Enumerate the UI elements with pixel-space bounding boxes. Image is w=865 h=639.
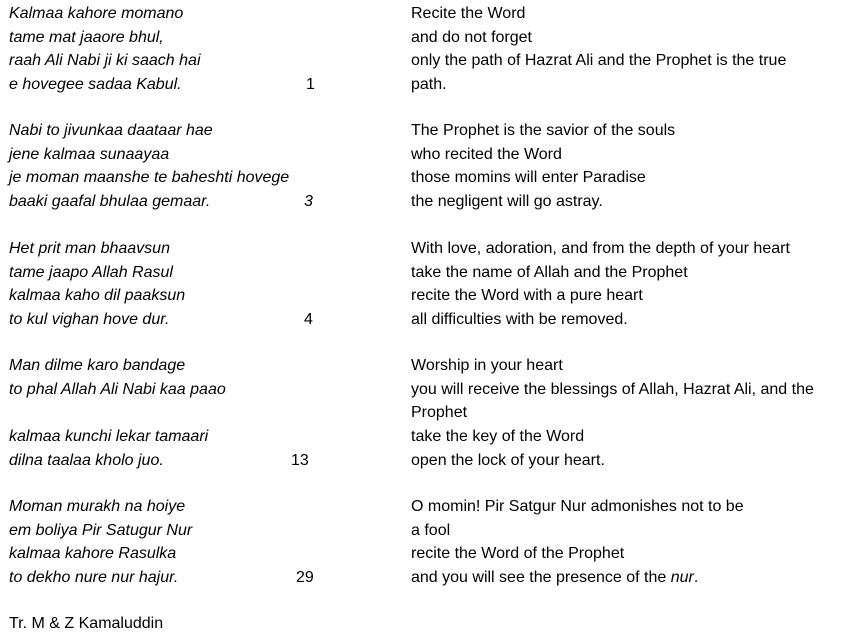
translit-line: kalmaa kahore Rasulka <box>9 545 177 562</box>
italic-word: nur <box>670 569 694 586</box>
translit-line: baaki gaafal bhulaa gemaar. <box>9 193 211 210</box>
translit-line: to kul vighan hove dur. <box>9 311 170 328</box>
translation-line: path. <box>411 76 447 93</box>
translit-line: e hovegee sadaa Kabul. <box>9 76 182 93</box>
translation-line <box>411 568 698 588</box>
translit-line: Het prit man bhaavsun <box>9 240 170 257</box>
verse-number: 13 <box>291 452 309 469</box>
translit-line: tame jaapo Allah Rasul <box>9 264 173 281</box>
translation-line: only the path of Hazrat Ali and the Prophet is the true <box>411 52 787 69</box>
translit-line: Kalmaa kahore momano <box>9 5 184 22</box>
translit-line: em boliya Pir Satugur Nur <box>9 522 193 539</box>
translit-line: kalmaa kunchi lekar tamaari <box>9 428 209 445</box>
verse-number: 1 <box>306 76 315 93</box>
translation-line: who recited the Word <box>411 146 562 163</box>
translation-line: all difficulties with be removed. <box>411 311 628 328</box>
translit-line: tame mat jaaore bhul, <box>9 29 164 46</box>
translit-line: kalmaa kaho dil paaksun <box>9 287 186 304</box>
verse-number: 4 <box>304 311 313 328</box>
translit-line: Nabi to jivunkaa daataar hae <box>9 122 213 139</box>
translation-line: O momin! Pir Satgur Nur admonishes not to be <box>411 498 744 515</box>
translation-line: recite the Word with a pure heart <box>411 287 643 304</box>
translation-line: those momins will enter Paradise <box>411 169 646 186</box>
translit-line: Moman murakh na hoiye <box>9 498 186 515</box>
translation-line: take the key of the Word <box>411 428 585 445</box>
punctuation: . <box>693 569 699 586</box>
translation-line: Prophet <box>411 404 468 421</box>
translation-line: take the name of Allah and the Prophet <box>411 264 688 281</box>
translation-line: recite the Word of the Prophet <box>411 545 625 562</box>
translit-line: je moman maanshe te baheshti hovege <box>9 169 290 186</box>
translation-line: and do not forget <box>411 29 532 46</box>
translation-line: a fool <box>411 522 451 539</box>
verse-number: 3 <box>304 193 313 210</box>
translation-line: open the lock of your heart. <box>411 452 605 469</box>
verse-number: 29 <box>296 569 314 586</box>
translit-line: jene kalmaa sunaayaa <box>9 146 170 163</box>
translator-credit: Tr. M & Z Kamaluddin <box>9 615 164 632</box>
translation-line: The Prophet is the savior of the souls <box>411 122 676 139</box>
translit-line: to dekho nure nur hajur. <box>9 569 179 586</box>
translation-line: the negligent will go astray. <box>411 193 603 210</box>
translation-line: Worship in your heart <box>411 357 563 374</box>
translation-line: Recite the Word <box>411 5 526 22</box>
translit-line: to phal Allah Ali Nabi kaa paao <box>9 381 226 398</box>
translit-line: dilna taalaa kholo juo. <box>9 452 164 469</box>
translit-line: raah Ali Nabi ji ki saach hai <box>9 52 201 69</box>
translation-line: With love, adoration, and from the depth of your heart <box>411 240 790 257</box>
translation-line: you will receive the blessings of Allah, Hazrat Ali, and the <box>411 381 814 398</box>
translit-line: Man dilme karo bandage <box>9 357 186 374</box>
translation-text: and you will see the presence of the <box>411 569 671 586</box>
